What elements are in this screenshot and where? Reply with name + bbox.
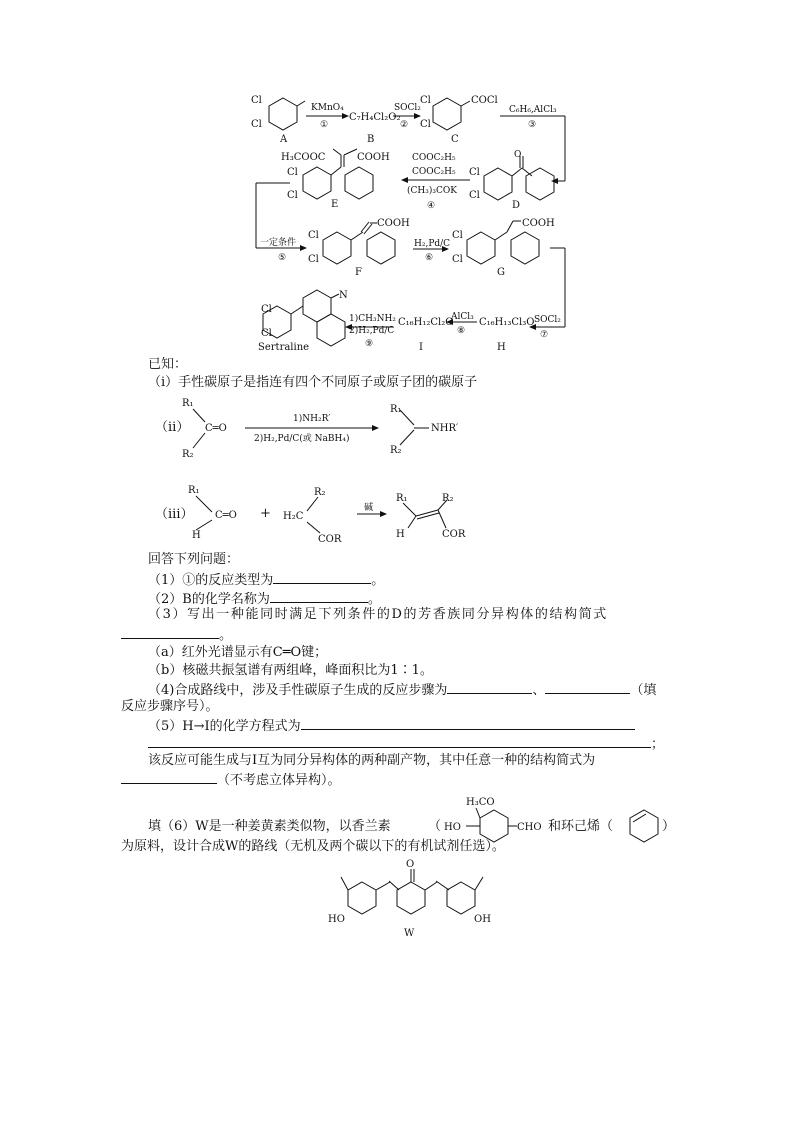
w-oh: OH [474, 914, 491, 925]
cl-label: Cl [261, 304, 272, 315]
step-6-number: ⑥ [425, 253, 434, 263]
known-heading: 已知： [148, 357, 188, 372]
cl-label: Cl [261, 328, 272, 339]
vanillin-cho: CHO [517, 822, 542, 833]
answer-blank-5a[interactable] [301, 717, 635, 730]
ester-2: COOC₂H₅ [412, 167, 456, 177]
answer-blank-5b[interactable] [148, 735, 651, 748]
known-iii-h2c: H₂C [283, 511, 304, 522]
step-9-number: ⑨ [365, 339, 374, 349]
compound-c-structure [433, 98, 470, 130]
known-ii-reagent-2: 2)H₂,Pd/C(或 NaBH₄) [254, 434, 350, 444]
known-iii-label: （ⅲ） [155, 507, 194, 522]
question-5-line-4: （不考虑立体异构）。 [121, 771, 341, 789]
formula-i: C₁₆H₁₂Cl₂O [398, 317, 454, 328]
amine-n: N [339, 290, 348, 301]
reagent-step-4: (CH₃)₃COK [407, 186, 457, 196]
known-iii-cor: COR [318, 534, 342, 545]
answer-blank-4a[interactable] [447, 681, 532, 694]
known-iii-r1: R₁ [188, 485, 200, 496]
carbonyl-o: O [514, 150, 522, 160]
question-5-line-2: ； [148, 735, 664, 753]
known-iii-product-r2: R₂ [442, 493, 454, 504]
compound-d-label: D [512, 200, 521, 211]
answer-blank-3[interactable] [121, 626, 219, 639]
questions-intro: 回答下列问题： [148, 552, 240, 567]
question-2: （2）B的化学名称为 。 [148, 592, 381, 607]
question-5-line-1: （5）H→I的化学方程式为 [148, 717, 635, 735]
known-iii-co: C═O [215, 510, 237, 521]
answer-blank-1[interactable] [273, 571, 371, 584]
known-ii-label: （ⅱ） [155, 420, 190, 435]
known-ii-r1: R₁ [182, 398, 194, 409]
compound-h-label: H [497, 342, 506, 353]
known-ii-co: C═O [205, 423, 227, 434]
known-iii-product-r1: R₁ [396, 493, 408, 504]
question-4-line-2: 反应步骤序号）。 [121, 699, 219, 714]
cooh-label: COOH [522, 218, 555, 229]
known-i: （ⅰ）手性碳原子是指连有四个不同原子或原子团的碳原子 [148, 375, 478, 390]
cl-label: Cl [287, 167, 298, 178]
cooh-label: COOH [377, 218, 410, 229]
vanillin-open-paren: （ [428, 819, 442, 834]
question-1: （1）①的反应类型为 。 [148, 573, 385, 588]
step-4-number: ④ [427, 201, 436, 211]
question-4-line-1: （4)合成路线中，涉及手性碳原子生成的反应步骤为 、 （填 [148, 683, 657, 698]
step-2-number: ② [400, 120, 409, 130]
answer-blank-4b[interactable] [545, 681, 630, 694]
w-carbonyl-o: O [406, 859, 415, 870]
cyclohexene-structure [630, 810, 658, 842]
reagent-step-9b: 2)H₂,Pd/C [349, 326, 395, 336]
question-5-line-3: 该反应可能生成与I互为同分异构体的两种副产物，其中任意一种的结构简式为 [148, 753, 596, 768]
question-6-mid: 和环己烯（ [548, 819, 614, 834]
known-ii-product-r1: R₁ [390, 404, 402, 415]
compound-g-label: G [497, 267, 505, 278]
question-3-line-1: （3）写出一种能同时满足下列条件的D的芳香族同分异构体的结构简式 [148, 607, 608, 622]
vanillin-structure [466, 808, 517, 842]
cl-label: Cl [452, 230, 463, 241]
compound-w-structure [341, 869, 483, 914]
cooh-label: COOH [357, 152, 390, 163]
reagent-step-7: SOCl₂ [534, 315, 561, 325]
step-3-number: ③ [528, 120, 537, 130]
compound-a-structure [269, 98, 305, 130]
coocl-label: COCl [471, 95, 498, 106]
formula-h: C₁₆H₁₃Cl₃O [479, 317, 535, 328]
vanillin-h3co: H₃CO [466, 797, 495, 808]
cl-label: Cl [420, 95, 431, 106]
cl-label: Cl [452, 254, 463, 265]
cl-label: Cl [420, 119, 431, 130]
known-ii-product-r2: R₂ [390, 445, 402, 456]
compound-w-label: W [404, 928, 415, 939]
compound-i-label: I [419, 342, 423, 353]
sertraline-structure [263, 290, 345, 346]
question-3-line-2: 。 [121, 626, 232, 644]
known-iii-h: H [192, 530, 201, 541]
reagent-step-6: H₂,Pd/C [414, 239, 451, 249]
cl-label: Cl [469, 167, 480, 178]
step-7-number: ⑦ [540, 330, 549, 340]
reagent-step-9a: 1)CH₃NH₂ [349, 314, 396, 324]
reagent-step-1: KMnO₄ [311, 103, 344, 113]
e-ester-label: H₃COOC [281, 152, 326, 163]
compound-f-label: F [355, 267, 362, 278]
cl-label: Cl [251, 119, 262, 130]
known-iii-product-h: H [396, 529, 405, 540]
answer-blank-5c[interactable] [121, 771, 217, 784]
vanillin-ho: HO [444, 822, 461, 833]
ester-1: COOC₂H₅ [412, 153, 456, 163]
compound-e-label: E [331, 199, 339, 210]
reagent-step-8: AlCl₃ [451, 312, 474, 322]
cl-label: Cl [251, 95, 262, 106]
question-6-line-1: 填（6）W是一种姜黄素类似物，以香兰素 [148, 819, 391, 834]
step-1-number: ① [320, 120, 329, 130]
formula-b: C₇H₄Cl₂O₂ [349, 112, 401, 123]
reagent-step-2: SOCl₂ [394, 103, 421, 113]
w-ho: HO [328, 914, 345, 925]
cl-label: Cl [308, 230, 319, 241]
question-3-condition-b: （b）核磁共振氢谱有两组峰，峰面积比为1∶1。 [148, 663, 433, 678]
compound-b-label: B [367, 134, 375, 145]
question-6-line-2: 为原料，设计合成W的路线（无机及两个碳以下的有机试剂任选）。 [121, 839, 505, 854]
question-6-close: ） [662, 819, 676, 834]
known-ii-reagent-1: 1)NH₂R′ [293, 414, 331, 424]
question-3-condition-a: （a）红外光谱显示有C═O键； [148, 645, 328, 660]
known-iii-plus: + [260, 506, 271, 521]
step-8-number: ⑧ [457, 326, 466, 336]
known-iii-reagent: 碱 [364, 503, 374, 513]
reagent-step-3: C₆H₆,AlCl₃ [509, 105, 557, 115]
cl-label: Cl [308, 254, 319, 265]
known-ii-product: NHR′ [431, 423, 459, 434]
answer-blank-2[interactable] [270, 590, 368, 603]
known-iii-r2: R₂ [314, 487, 326, 498]
known-ii-r2: R₂ [182, 449, 194, 460]
cl-label: Cl [469, 190, 480, 201]
reagent-step-5: 一定条件 [260, 238, 297, 248]
compound-a-label: A [280, 134, 288, 145]
known-iii-product-cor: COR [442, 529, 466, 540]
step-5-number: ⑤ [278, 253, 287, 263]
cl-label: Cl [287, 190, 298, 201]
compound-c-label: C [451, 134, 459, 145]
sertraline-label: Sertraline [258, 342, 310, 353]
